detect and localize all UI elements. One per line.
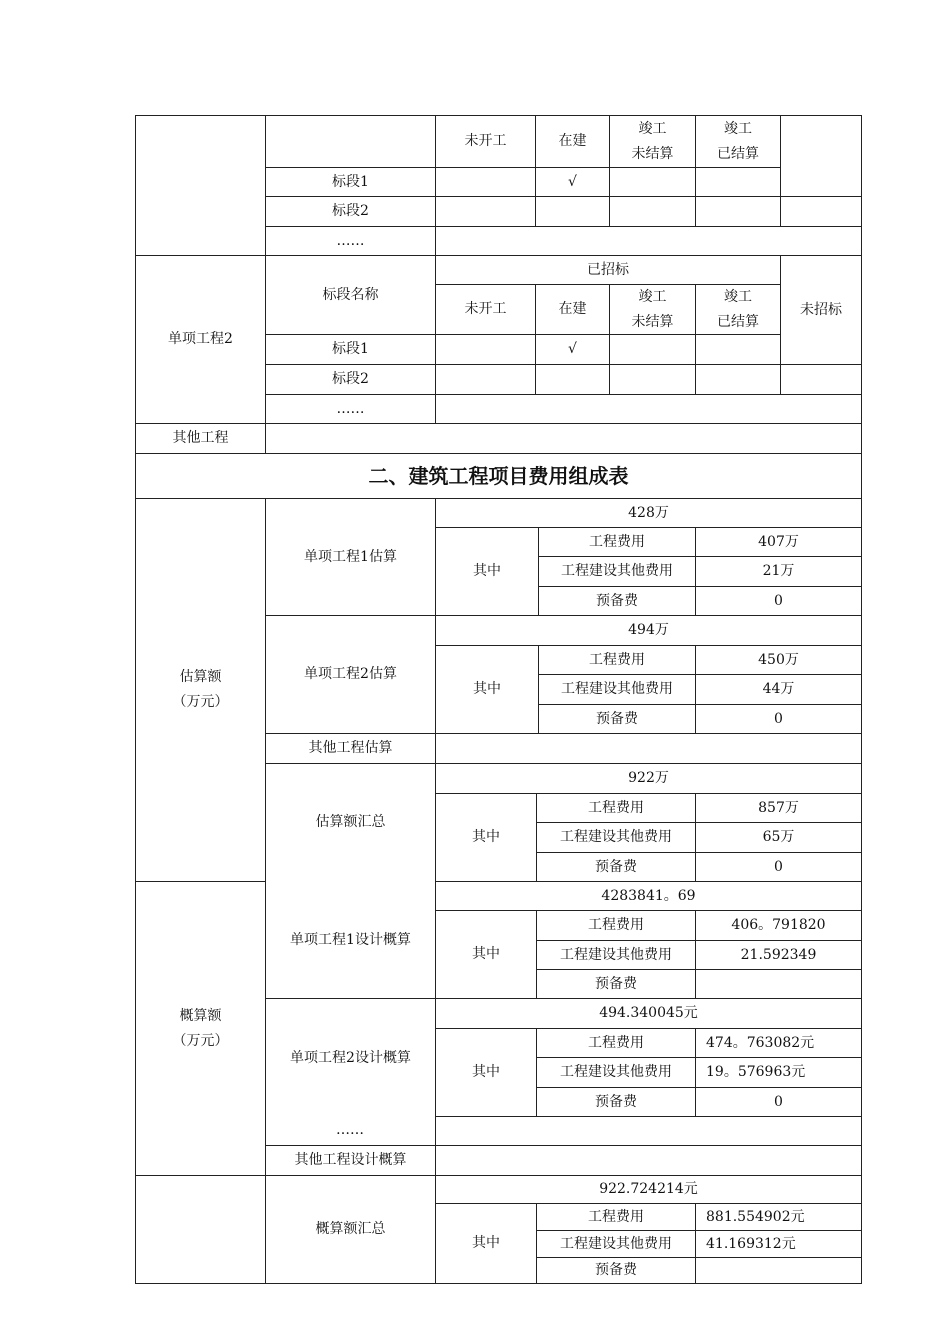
header-in-construction: 在建 <box>535 284 610 335</box>
budget-summary-reserve <box>695 1257 862 1284</box>
budget-item-2-name: 单项工程2设计概算 <box>290 1050 411 1066</box>
budget-item-1-other: 21.592349 <box>695 940 862 970</box>
check-mark: √ <box>535 167 610 197</box>
qizhong-label: 其中 <box>435 1028 537 1117</box>
cell <box>435 167 536 197</box>
header-in-construction: 在建 <box>535 115 610 168</box>
ellipsis: …… <box>265 226 436 256</box>
cell <box>780 364 862 395</box>
cell <box>435 196 536 227</box>
ellipsis: …… <box>265 394 436 424</box>
estimate-summary-other: 65万 <box>695 822 862 853</box>
cell <box>695 196 781 227</box>
cell <box>780 196 862 227</box>
section-2-label: 标段2 <box>265 364 436 395</box>
other-fee-label: 工程建设其他费用 <box>536 1230 696 1258</box>
cell <box>535 196 610 227</box>
qizhong-label: 其中 <box>435 527 539 616</box>
item-2-label: 单项工程2 <box>135 255 266 424</box>
eng-fee-label: 工程费用 <box>536 1203 696 1231</box>
eng-fee-label: 工程费用 <box>536 793 696 823</box>
cell <box>695 364 781 395</box>
cell <box>609 167 696 197</box>
other-works-estimate-label: 其他工程估算 <box>265 733 436 764</box>
header-completed-unsettled: 竣工 未结算 <box>609 115 696 168</box>
other-fee-label: 工程建设其他费用 <box>536 1057 696 1088</box>
cell <box>609 334 696 365</box>
cell <box>695 334 781 365</box>
budget-summary-total: 922.724214元 <box>435 1175 862 1204</box>
estimate-item-1-reserve: 0 <box>695 586 862 616</box>
check-mark: √ <box>535 334 610 365</box>
reserve-label: 预备费 <box>538 704 696 734</box>
reserve-label: 预备费 <box>538 586 696 616</box>
not-tendered-header: 未招标 <box>780 255 862 365</box>
cell <box>695 167 781 197</box>
estimate-summary-total: 922万 <box>435 763 862 794</box>
budget-item-1-total: 4283841。69 <box>435 881 862 911</box>
qizhong-label: 其中 <box>435 645 539 734</box>
reserve-label: 预备费 <box>536 852 696 882</box>
cell <box>435 394 862 424</box>
cell <box>609 364 696 395</box>
estimate-item-2-other: 44万 <box>695 674 862 705</box>
qizhong-frame <box>435 1203 537 1284</box>
header-completed-settled: 竣工 已结算 <box>695 115 781 168</box>
qizhong-label: 其中 <box>435 910 537 999</box>
estimate-summary-eng: 857万 <box>695 793 862 823</box>
cell <box>435 1145 862 1176</box>
estimate-item-2-reserve: 0 <box>695 704 862 734</box>
qizhong-label: 其中 <box>435 793 537 882</box>
other-works-label: 其他工程 <box>135 423 266 454</box>
other-fee-label: 工程建设其他费用 <box>536 822 696 853</box>
reserve-label: 预备费 <box>536 1087 696 1117</box>
tendered-header: 已招标 <box>435 255 781 285</box>
header-completed-unsettled: 竣工 未结算 <box>609 284 696 335</box>
estimate-item-1-other: 21万 <box>695 556 862 587</box>
other-fee-label: 工程建设其他费用 <box>538 556 696 587</box>
budget-item-1-name: 单项工程1设计概算 <box>290 932 411 948</box>
other-works-budget-label: 其他工程设计概算 <box>265 1145 436 1176</box>
budget-item-1-reserve <box>695 969 862 999</box>
header-blank-cell <box>265 115 436 168</box>
eng-fee-label: 工程费用 <box>536 1028 696 1058</box>
estimate-summary-reserve: 0 <box>695 852 862 882</box>
estimate-item-1-eng: 407万 <box>695 527 862 557</box>
reserve-label: 预备费 <box>536 1257 696 1284</box>
cell <box>435 226 862 256</box>
cell <box>435 1116 862 1146</box>
estimate-item-2-name: 单项工程2估算 <box>265 615 436 734</box>
section-1-label: 标段1 <box>265 167 436 197</box>
section-1-label: 标段1 <box>265 334 436 365</box>
budget-summary-eng: 881.554902元 <box>695 1203 862 1231</box>
budget-item-2-reserve: 0 <box>695 1087 862 1117</box>
estimate-group-label: 估算额 （万元） <box>135 498 266 882</box>
estimate-summary-name: 估算额汇总 <box>315 814 386 830</box>
budget-item-2-other: 19。576963元 <box>695 1057 862 1088</box>
group-blank-cell <box>135 115 266 256</box>
cell <box>535 364 610 395</box>
budget-summary-other: 41.169312元 <box>695 1230 862 1258</box>
budget-item-2-total: 494.340045元 <box>435 998 862 1029</box>
estimate-item-1-total: 428万 <box>435 498 862 528</box>
budget-group-label: 概算额 （万元） <box>135 881 266 1176</box>
header-blank-right <box>780 115 862 198</box>
summary-blank-cell <box>135 1175 266 1284</box>
estimate-item-2-eng: 450万 <box>695 645 862 675</box>
section-name-header: 标段名称 <box>265 255 436 335</box>
section-title: 二、建筑工程项目费用组成表 <box>135 453 862 499</box>
other-fee-label: 工程建设其他费用 <box>536 940 696 970</box>
eng-fee-label: 工程费用 <box>538 645 696 675</box>
reserve-label: 预备费 <box>536 969 696 999</box>
estimate-item-2-total: 494万 <box>435 615 862 646</box>
cell <box>609 196 696 227</box>
cell <box>435 334 536 365</box>
eng-fee-label: 工程费用 <box>536 910 696 941</box>
header-not-started: 未开工 <box>435 115 536 168</box>
header-completed-settled: 竣工 已结算 <box>695 284 781 335</box>
cell <box>435 733 862 764</box>
budget-summary-name: 概算额汇总 <box>265 1175 436 1284</box>
qizhong-label: 其中 <box>472 1235 500 1251</box>
cell <box>265 423 862 454</box>
cell <box>435 364 536 395</box>
budget-item-1-eng: 406。791820 <box>695 910 862 941</box>
budget-item-2-eng: 474。763082元 <box>695 1028 862 1058</box>
other-fee-label: 工程建设其他费用 <box>538 674 696 705</box>
ellipsis: …… <box>336 1122 364 1138</box>
estimate-item-1-name: 单项工程1估算 <box>265 498 436 616</box>
merged-label-cell <box>265 763 436 999</box>
eng-fee-label: 工程费用 <box>538 527 696 557</box>
header-not-started: 未开工 <box>435 284 536 335</box>
section-2-label: 标段2 <box>265 196 436 227</box>
